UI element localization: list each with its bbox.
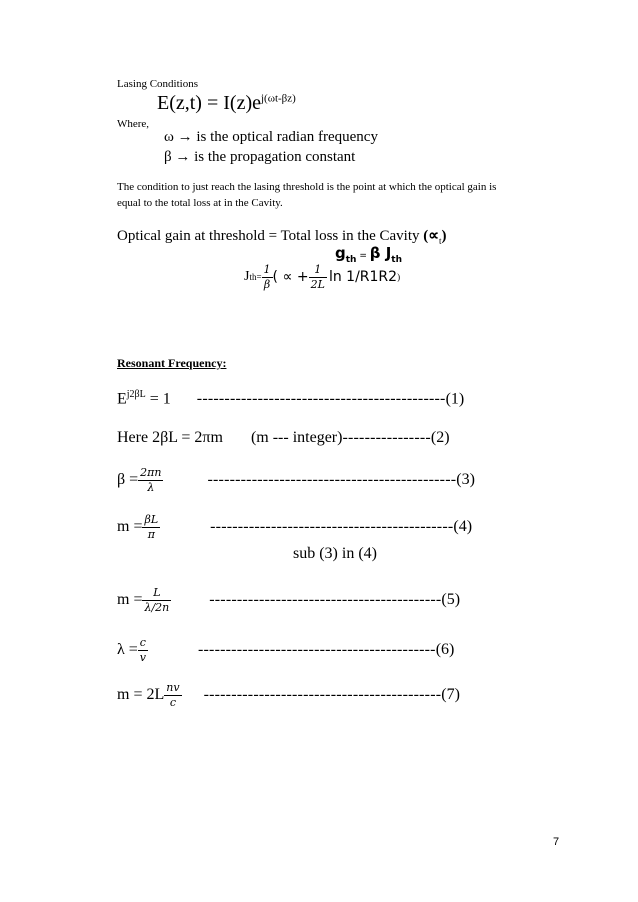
eq1-label: (1)	[445, 390, 465, 408]
field-equation-lhs: E(z,t) = I(z)e	[157, 92, 261, 114]
eq1-exponent: j2βL	[126, 389, 146, 400]
ln-term: ln 1/R1R2	[328, 269, 398, 286]
g-equals: =	[356, 251, 370, 261]
j-subscript: th	[391, 255, 402, 265]
eq6-dashes: -------------------------------------------	[198, 641, 436, 659]
eq3-label: (3)	[456, 471, 475, 489]
omega-definition: ω → is the optical radian frequency	[164, 129, 378, 145]
equation-4	[117, 513, 472, 542]
fraction-numerator: 1	[263, 263, 271, 276]
beta-definition: β → is the propagation constant	[164, 149, 356, 165]
condition-text-line-2: equal to the total loss at in the Cavity.	[117, 197, 283, 209]
eq6-label: (6)	[435, 641, 455, 659]
beta-j: β J	[369, 244, 392, 262]
eq1-base: E	[117, 390, 127, 408]
eq3-dashes: ---------------------------------------------	[207, 471, 457, 489]
fraction-numerator: 2πn	[140, 466, 162, 479]
eq3-lhs: β =	[117, 471, 139, 489]
g-symbol: g	[335, 244, 346, 262]
eq2-dashes: ----------------	[342, 429, 431, 446]
fraction-denominator: 2L	[310, 277, 325, 291]
substitution-note: sub (3) in (4)	[293, 545, 377, 562]
eq5-label: (5)	[441, 591, 461, 609]
gain-threshold-statement	[117, 226, 447, 246]
fraction-numerator: 1	[314, 263, 322, 276]
jth-equals: =	[256, 272, 262, 283]
gain-threshold-text: Optical gain at threshold = Total loss in the Cavity	[117, 228, 424, 244]
condition-text-line-1: The condition to just reach the lasing threshold is the point at which the optical gain is	[117, 181, 497, 193]
eq4-dashes: --------------------------------------------	[210, 518, 454, 536]
gain-threshold-equation	[335, 244, 402, 265]
alpha-subscript: t	[438, 236, 442, 246]
section-heading-lasing: Lasing Conditions	[117, 78, 198, 90]
eq2-mid: (m --- integer)	[250, 429, 343, 446]
page-number: 7	[553, 836, 560, 848]
eq7-lhs: m = 2L	[117, 686, 165, 704]
fraction-denominator: c	[164, 695, 181, 710]
equation-5	[117, 586, 460, 615]
eq7-fraction	[164, 681, 181, 710]
fraction-numerator: c	[139, 636, 146, 649]
field-equation	[157, 92, 296, 115]
g-subscript: th	[345, 255, 357, 265]
alpha-close: )	[441, 228, 447, 244]
fraction-numerator: βL	[144, 513, 159, 526]
eq6-lhs: λ =	[117, 641, 138, 659]
eq5-lhs: m =	[117, 591, 143, 609]
equation-1	[117, 389, 464, 408]
fraction-denominator: λ/2n	[144, 600, 170, 614]
threshold-current-equation	[244, 263, 400, 292]
fraction-denominator: v	[139, 650, 146, 664]
field-equation-exponent: j(ωt-βz)	[260, 92, 296, 105]
jth-subscript: th	[249, 272, 257, 283]
eq4-label: (4)	[453, 518, 473, 536]
eq7-dashes: -------------------------------------------	[203, 686, 442, 704]
where-label: Where,	[117, 118, 150, 130]
eq2-text: Here 2βL = 2πm	[117, 429, 223, 446]
jth-symbol: J	[244, 269, 250, 285]
equation-6	[117, 636, 454, 665]
fraction-one-over-2l	[309, 263, 327, 292]
alpha-symbol: (∝	[423, 228, 439, 244]
eq4-fraction	[142, 513, 160, 542]
equation-2	[117, 429, 450, 447]
eq2-label: (2)	[430, 429, 450, 446]
eq6-fraction	[138, 636, 148, 665]
jth-close-paren: )	[397, 272, 401, 283]
fraction-denominator: λ	[138, 480, 163, 495]
equation-3	[117, 466, 475, 495]
equation-7	[117, 681, 460, 710]
fraction-numerator: nv	[166, 681, 180, 694]
eq4-lhs: m =	[117, 518, 143, 536]
alpha-plus: ( ∝ +	[272, 269, 309, 286]
fraction-one-over-beta	[262, 263, 273, 292]
eq1-rhs: = 1	[145, 390, 171, 408]
section-heading-resonant: Resonant Frequency:	[117, 356, 227, 370]
eq1-dashes: ---------------------------------------------	[196, 390, 446, 408]
eq5-dashes: ------------------------------------------	[209, 591, 442, 609]
eq3-fraction	[138, 466, 163, 495]
fraction-denominator: π	[142, 527, 160, 542]
eq7-label: (7)	[441, 686, 460, 704]
fraction-denominator: β	[262, 277, 273, 292]
eq5-fraction	[142, 586, 171, 615]
fraction-numerator: L	[153, 586, 161, 599]
